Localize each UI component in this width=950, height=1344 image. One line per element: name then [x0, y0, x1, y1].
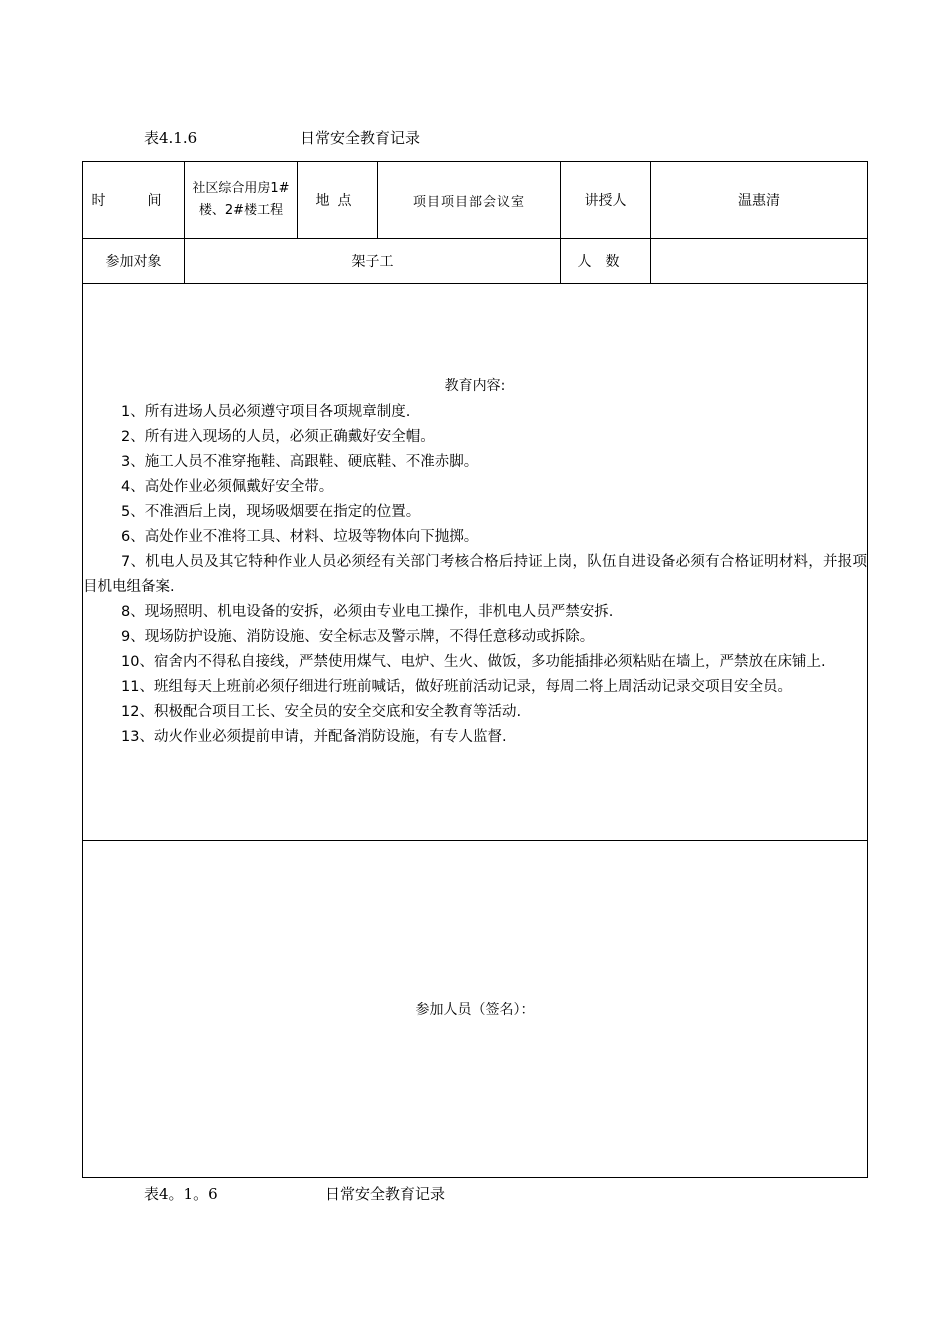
signers-area[interactable] — [83, 841, 868, 1178]
content-item: 9、现场防护设施、消防设施、安全标志及警示牌，不得任意移动或拆除。 — [121, 628, 595, 645]
education-record-table — [82, 161, 868, 1178]
attendees-value: 架子工 — [185, 239, 561, 284]
content-item: 11、班组每天上班前必须仔细进行班前喊话，做好班前活动记录，每周二将上周活动记录交项目安全员。 — [121, 678, 792, 695]
content-row — [83, 284, 868, 841]
signers-label: 参加人员（签名）： — [415, 1002, 535, 1018]
content-item: 12、积极配合项目工长、安全员的安全交底和安全教育等活动. — [121, 703, 522, 720]
lecturer-value: 温惠清 — [651, 162, 868, 239]
education-content — [83, 284, 868, 841]
place-label: 地点 — [298, 162, 378, 239]
content-item: 10、宿舍内不得私自接线，严禁使用煤气、电炉、生火、做饭，多功能插排必须粘贴在墙上，严禁放在床铺上. — [121, 653, 826, 670]
content-item: 13、动火作业必须提前申请，并配备消防设施，有专人监督. — [121, 728, 507, 745]
header-row — [83, 162, 868, 239]
signers-row — [83, 841, 868, 1178]
count-label: 人数 — [561, 239, 651, 284]
attendees-label: 参加对象 — [83, 239, 185, 284]
place-value: 项目项目部会议室 — [378, 162, 561, 239]
lecturer-label: 讲授人 — [561, 162, 651, 239]
content-item: 5、不准酒后上岗，现场吸烟要在指定的位置。 — [121, 503, 421, 520]
content-item: 3、施工人员不准穿拖鞋、高跟鞋、硬底鞋、不准赤脚。 — [121, 453, 479, 470]
time-label: 时 间 — [83, 162, 185, 239]
content-item: 2、所有进入现场的人员，必须正确戴好安全帽。 — [121, 428, 435, 445]
content-item: 6、高处作业不准将工具、材料、垃圾等物体向下抛掷。 — [121, 528, 479, 545]
content-heading: 教育内容: — [444, 377, 506, 394]
count-value — [651, 239, 868, 284]
footer-title: 日常安全教育记录 — [325, 1185, 446, 1203]
content-item: 4、高处作业必须佩戴好安全带。 — [121, 478, 334, 495]
content-item: 1、所有进场人员必须遵守项目各项规章制度. — [121, 403, 411, 420]
content-item: 8、现场照明、机电设备的安拆，必须由专业电工操作，非机电人员严禁安拆. — [121, 603, 614, 620]
content-item: 7、机电人员及其它特种作业人员必须经有关部门考核合格后持证上岗，队伍自进设备必须有合格证明材料，并报项目机电组备案. — [83, 553, 867, 595]
footer-table-number: 表4。1。6 — [144, 1185, 218, 1203]
time-value: 社区综合用房1#楼、2#楼工程 — [185, 162, 298, 239]
attendees-row — [83, 239, 868, 284]
caption-title: 日常安全教育记录 — [300, 129, 421, 147]
caption-table-number: 表4.1.6 — [144, 129, 198, 147]
